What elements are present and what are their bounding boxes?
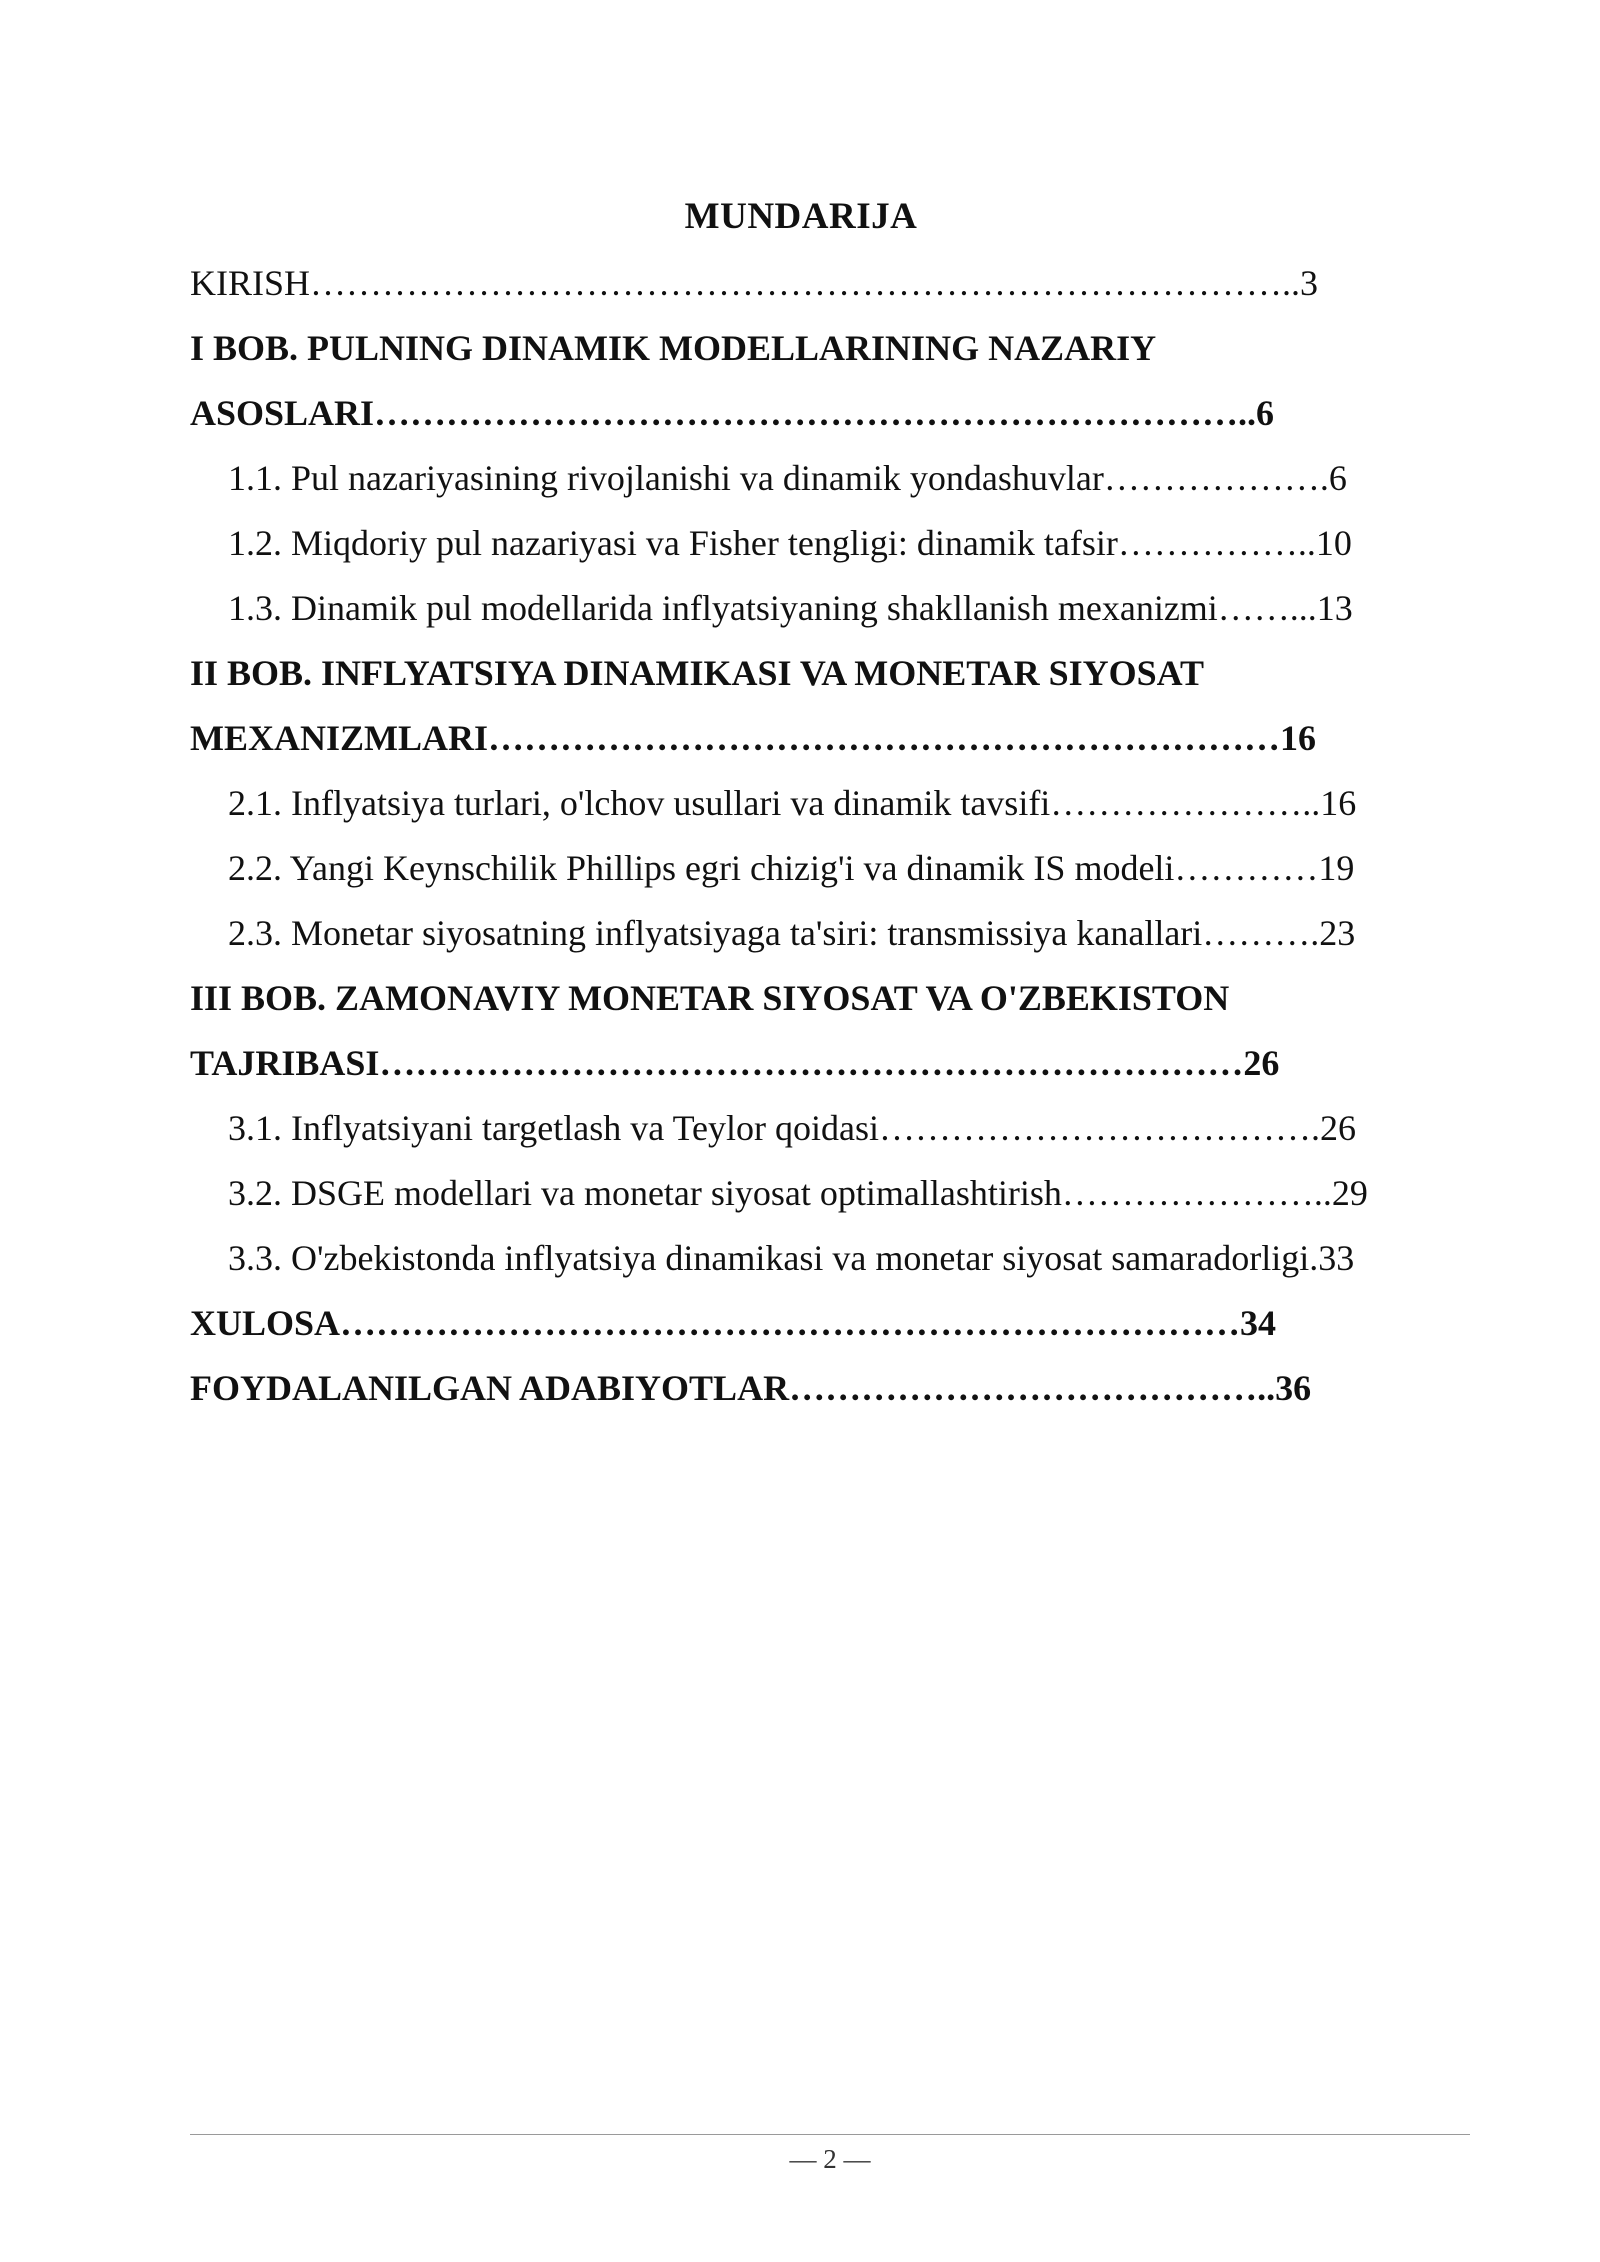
toc-entry-references: FOYDALANILGAN ADABIYOTLAR…………………………………..36 — [190, 1368, 1312, 1408]
toc-section-1-2: 1.2. Miqdoriy pul nazariyasi va Fisher tengligi: dinamik tafsir……………..10 — [228, 523, 1352, 563]
page-title: MUNDARIJA — [684, 196, 918, 237]
toc-chapter-3-heading: III BOB. ZAMONAVIY MONETAR SIYOSAT VA O'ZBEKISTON — [190, 978, 1230, 1018]
toc-section-3-2: 3.2. DSGE modellari va monetar siyosat optimallashtirish…………………..29 — [228, 1173, 1368, 1213]
toc-section-2-3: 2.3. Monetar siyosatning inflyatsiyaga ta'siri: transmissiya kanallari……….23 — [228, 913, 1356, 953]
toc-chapter-1-heading-cont: ASOSLARI………………………………………………………………..6 — [190, 393, 1275, 433]
toc-entry-conclusion: XULOSA…………………………………………………………………34 — [190, 1303, 1277, 1343]
toc-section-3-1: 3.1. Inflyatsiyani targetlash va Teylor qoidasi……………………………….26 — [228, 1108, 1357, 1148]
toc-section-2-2: 2.2. Yangi Keynschilik Phillips egri chizig'i va dinamik IS modeli…………19 — [228, 848, 1355, 888]
toc-chapter-1-heading: I BOB. PULNING DINAMIK MODELLARINING NAZARIY — [190, 328, 1157, 368]
page-number: — 2 — — [789, 2144, 871, 2174]
toc-chapter-3-heading-cont: TAJRIBASI………………………………………………………………26 — [190, 1043, 1280, 1083]
toc-chapter-2-heading: II BOB. INFLYATSIYA DINAMIKASI VA MONETAR SIYOSAT — [190, 653, 1204, 693]
toc-entry-intro: KIRISH………………………………………………………………………..3 — [190, 263, 1319, 303]
toc-chapter-2-heading-cont: MEXANIZMLARI…………………………………………………………16 — [190, 718, 1317, 758]
table-of-contents — [190, 258, 1412, 1428]
toc-section-1-3: 1.3. Dinamik pul modellarida inflyatsiyaning shakllanish mexanizmi……...13 — [228, 588, 1353, 628]
toc-section-2-1: 2.1. Inflyatsiya turlari, o'lchov usullari va dinamik tavsifi…………………..16 — [228, 783, 1357, 823]
toc-section-1-1: 1.1. Pul nazariyasining rivojlanishi va dinamik yondashuvlar……………….6 — [228, 458, 1347, 498]
toc-section-3-3: 3.3. O'zbekistonda inflyatsiya dinamikasi va monetar siyosat samaradorligi.33 — [228, 1238, 1355, 1278]
footer-divider — [190, 2134, 1470, 2135]
